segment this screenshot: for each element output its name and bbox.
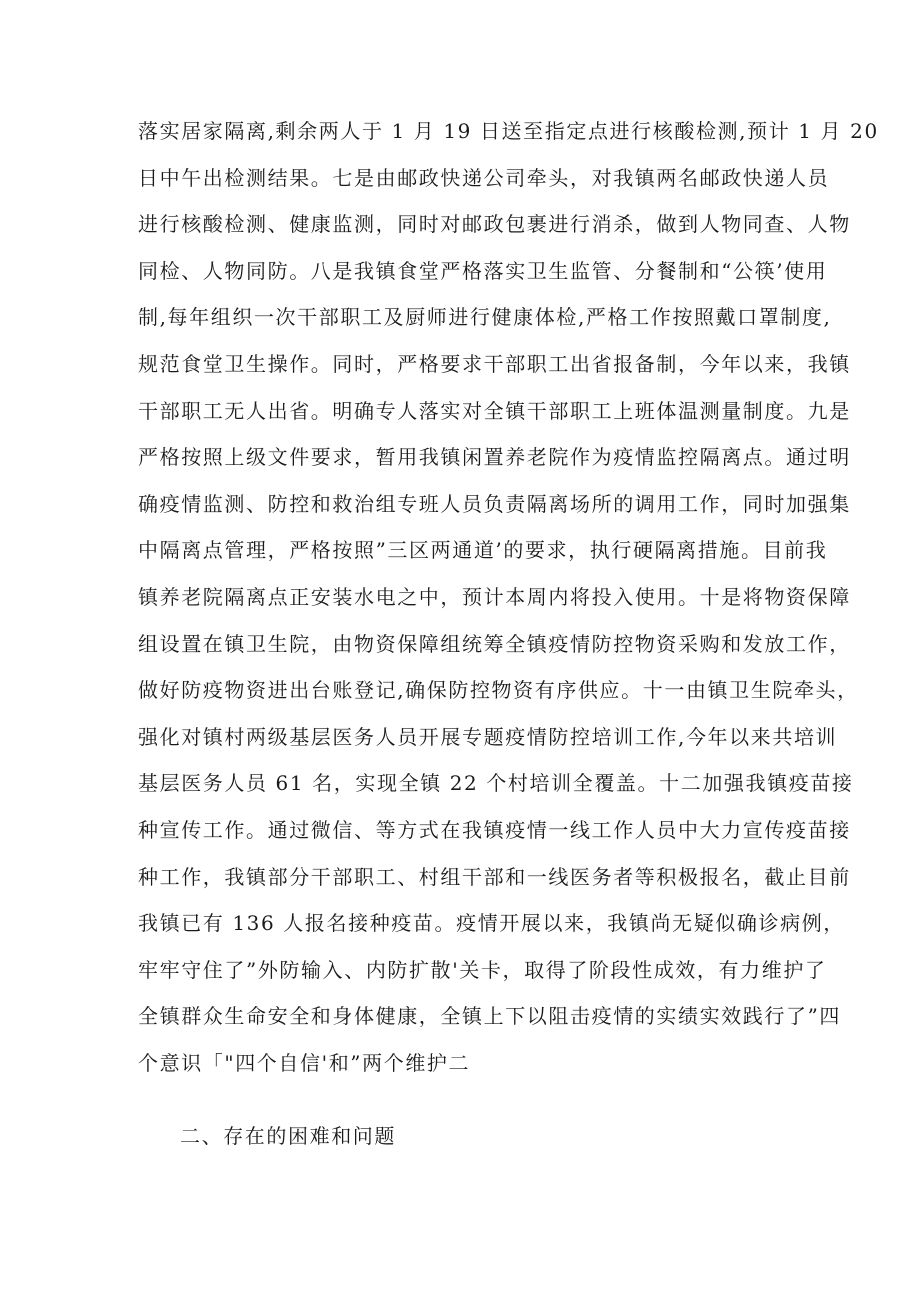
text-line: 日中午出检测结果。七是由邮政快递公司牵头，对我镇两名邮政快递人员 bbox=[138, 165, 830, 190]
text-line: 强化对镇村两级基层医务人员开展专题疫情防控培训工作,今年以来共培训 bbox=[138, 724, 838, 749]
text-line: 基层医务人员 61 名，实现全镇 22 个村培训全覆盖。十二加强我镇疫苗接 bbox=[138, 771, 854, 796]
text-line: 干部职工无人出省。明确专人落实对全镇干部职工上班体温测量制度。九是 bbox=[138, 398, 851, 423]
text-line: 镇养老院隔离点正安装水电之中，预计本周内将投入使用。十是将物资保障 bbox=[138, 584, 851, 609]
text-line: 确疫情监测、防控和救治组专班人员负责隔离场所的调用工作，同时加强集 bbox=[138, 491, 851, 516]
text-line: 严格按照上级文件要求，暂用我镇闲置养老院作为疫情监控隔离点。通过明 bbox=[138, 445, 851, 470]
body-paragraph bbox=[138, 108, 879, 1086]
text-line: 中隔离点管理，严格按照”三区两通道’的要求，执行硬隔离措施。目前我 bbox=[138, 538, 828, 563]
text-line: 落实居家隔离,剩余两人于 1 月 19 日送至指定点进行核酸检测,预计 1 月 20 bbox=[138, 119, 879, 143]
text-line: 做好防疫物资进出台账登记,确保防控物资有序供应。十一由镇卫生院牵头， bbox=[138, 678, 859, 703]
text-line: 种工作，我镇部分干部职工、村组干部和一线医务者等积极报名，截止目前 bbox=[138, 864, 851, 889]
text-line: 个意识「"四个自信'和”两个维护二 bbox=[138, 1050, 471, 1075]
text-line: 规范食堂卫生操作。同时，严格要求干部职工出省报备制，今年以来，我镇 bbox=[138, 351, 851, 376]
text-line: 同检、人物同防。八是我镇食堂严格落实卫生监管、分餐制和“公筷’使用 bbox=[138, 258, 828, 283]
text-line: 制,每年组织一次干部职工及厨师进行健康体检,严格工作按照戴口罩制度, bbox=[138, 305, 832, 330]
text-line: 全镇群众生命安全和身体健康，全镇上下以阻击疫情的实绩实效践行了”四 bbox=[138, 1004, 842, 1029]
text-line: 进行核酸检测、健康监测，同时对邮政包裹进行消杀，做到人物同查、人物 bbox=[138, 212, 851, 237]
text-line: 牢牢守住了”外防输入、内防扩散'关卡，取得了阶段性成效，有力维护了 bbox=[138, 957, 827, 982]
text-line: 组设置在镇卫生院，由物资保障组统筹全镇疫情防控物资采购和发放工作， bbox=[138, 631, 851, 656]
text-line: 我镇已有 136 人报名接种疫苗。疫情开展以来，我镇尚无疑似确诊病例， bbox=[138, 911, 845, 936]
text-line: 种宣传工作。通过微信、等方式在我镇疫情一线工作人员中大力宣传疫苗接 bbox=[138, 817, 851, 842]
section-heading: 二、存在的困难和问题 bbox=[180, 1124, 396, 1148]
